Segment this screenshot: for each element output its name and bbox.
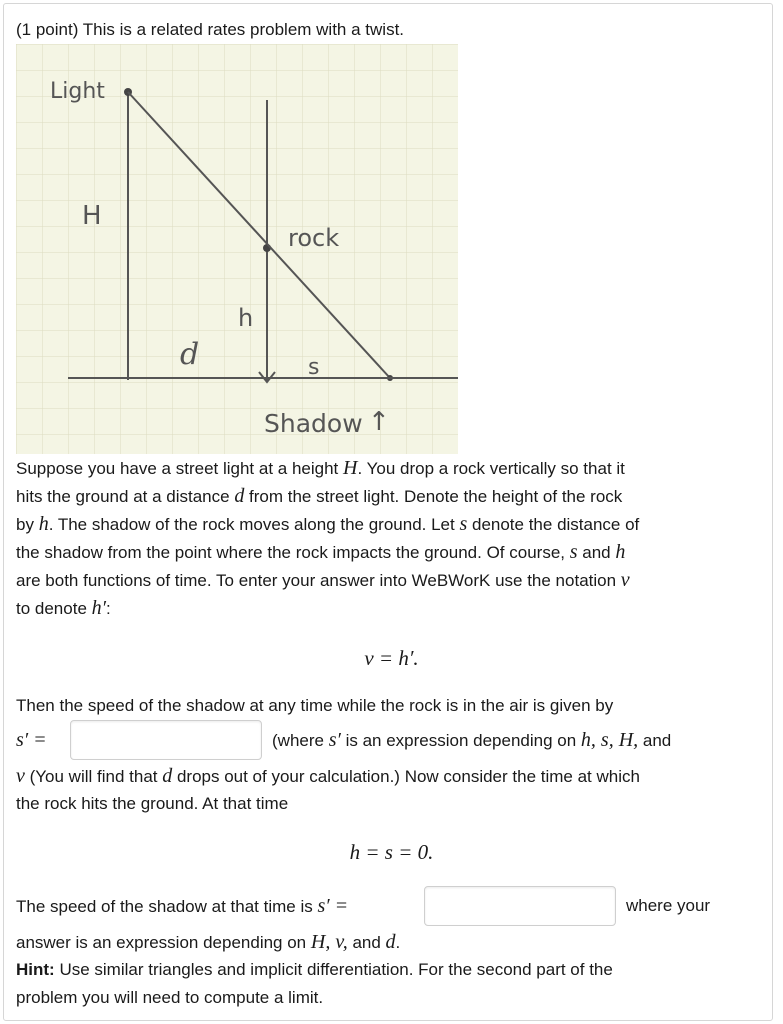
part1-line-3: v (You will find that d drops out of your calculation.) Now consider the time at which [16,765,640,787]
answer-input-1[interactable] [70,720,262,760]
hint-line-1: Hint: Use similar triangles and implicit differentiation. For the second part of the [16,960,613,979]
body-line-6: to denote h′: [16,597,111,619]
hint-label: Hint: [16,960,55,979]
diagram-figure [16,44,458,454]
body-line-4: the shadow from the point where the rock impacts the ground. Of course, s and h [16,541,626,563]
label-big-h: H [82,201,102,231]
body-line-3: by h. The shadow of the rock moves along the ground. Let s denote the distance of [16,513,640,535]
part1-line-2-rest: (where s′ is an expression depending on h, s, H, and [272,729,672,751]
equation-v-def: v = h′. [364,646,419,670]
label-s: s [308,355,320,380]
equation-impact: h = s = 0. [349,840,434,864]
hint-line-2: problem you will need to compute a limit. [16,988,324,1007]
part2-line-2: answer is an expression depending on H, v, and d. [16,931,401,953]
body-line-1: Suppose you have a street light at a height H. You drop a rock vertically so that it [16,457,625,479]
problem-header: (1 point) This is a related rates problem with a twist. [16,20,405,39]
answer-input-2[interactable] [424,886,616,926]
part2-line-1: The speed of the shadow at that time is s′ = [16,895,349,917]
shadow-arrow-icon: ↑ [368,407,390,437]
diagram-svg [16,44,458,454]
part2-line-1-tail: where your [626,896,711,915]
label-small-h: h [238,304,254,332]
body-line-5: are both functions of time. To enter your answer into WeBWorK use the notation v [16,569,630,591]
label-d: d [180,337,200,372]
part1-line-4: the rock hits the ground. At that time [16,794,289,813]
label-shadow: Shadow [264,409,363,438]
label-light: Light [50,79,105,104]
part1-line-1: Then the speed of the shadow at any time while the rock is in the air is given by [16,696,614,715]
body-line-2: hits the ground at a distance d from the street light. Denote the height of the rock [16,485,623,507]
part1-sprime-label: s′ = [16,729,47,751]
graph-grid [16,44,458,454]
label-rock: rock [288,224,340,252]
